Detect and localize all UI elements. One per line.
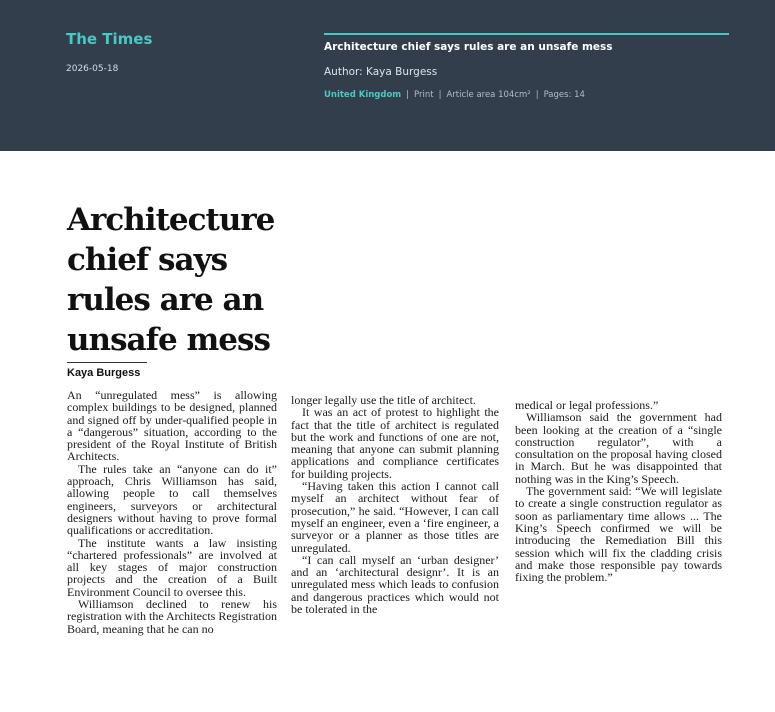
meta-region[interactable]: United Kingdom: [324, 90, 402, 100]
clipping-byline: Kaya Burgess: [67, 367, 141, 379]
paragraph: An “unregulated mess” is allowing complex buildings to be designed, planned and signed off by under-qualified people in a “dangerous” situation, according to the president of the Royal Institute of British Architects.: [67, 388, 277, 464]
paragraph: longer legally use the title of architect.: [291, 393, 476, 407]
meta-area: Article area 104cm²: [446, 90, 531, 100]
paragraph: Williamson declined to renew his registration with the Architects Registration Board, meaning that he can no: [67, 597, 277, 636]
paragraph: The government said: “We will legislate to create a single construction regulator as soon as parliamentary time allows ... The King’s Speech confirmed we will be introducing the Remediation Bill this session which will fix the cladding crisis and make those responsible pay towards fixing the problem.”: [515, 484, 722, 585]
article-header: [0, 0, 775, 151]
clipping-headline: [67, 200, 297, 360]
paragraph: It was an act of protest to highlight the fact that the title of architect is regulated but the work and functions of one are not, meaning that anyone can submit planning applications and compliance certificates for building projects.: [291, 405, 499, 481]
article-author: Author: Kaya Burgess: [324, 66, 438, 78]
paragraph: “Having taken this action I cannot call myself an architect without fear of prosecution,” he said. “However, I can call myself an engineer, even a ‘fire engineer, a surveyor or a planner as those titles are unregulated.: [291, 479, 499, 555]
article-title: Architecture chief says rules are an unsafe mess: [324, 41, 613, 53]
headline-line: rules are an: [67, 282, 264, 318]
header-divider: [324, 33, 729, 35]
paragraph: The rules take an “anyone can do it” approach, Chris Williamson has said, allowing people to call themselves engineers, surveyors or architectural designers without having to prove formal qualifications or accreditation.: [67, 461, 277, 538]
meta-separator: |: [535, 90, 539, 100]
meta-separator: |: [406, 90, 410, 100]
paragraph: “I can call myself an ‘urban designer’ and an ‘architectural designr’. It is an unregulated mess which leads to confusion and dangerous practices which would not be tolerated in the: [291, 552, 499, 617]
headline-line: chief says: [67, 242, 228, 278]
paragraph: Williamson said the government had been looking at the creation of a “single construction regulator”, with a consultation on the proposal having closed in March. But he was disappointed that nothing was in the King’s Speech.: [515, 410, 722, 486]
meta-pages: Pages: 14: [543, 90, 585, 100]
meta-separator: |: [438, 90, 442, 100]
article-meta: [324, 90, 585, 100]
byline-divider: [67, 362, 147, 363]
article-column-2: [291, 394, 499, 615]
article-column-1: [67, 389, 277, 635]
paragraph: medical or legal professions.”: [515, 398, 659, 412]
paragraph: The institute wants a law insisting “chartered professionals” are involved at all key stages of major construction projects and the creation of a Built Environment Council to oversee this.: [67, 535, 277, 599]
publication-date: 2026-05-18: [66, 64, 119, 74]
publication-name: The Times: [66, 30, 153, 48]
meta-format: Print: [414, 90, 434, 100]
headline-line: Architecture: [67, 202, 275, 238]
headline-line: unsafe mess: [67, 322, 270, 358]
article-column-3: [515, 399, 722, 583]
